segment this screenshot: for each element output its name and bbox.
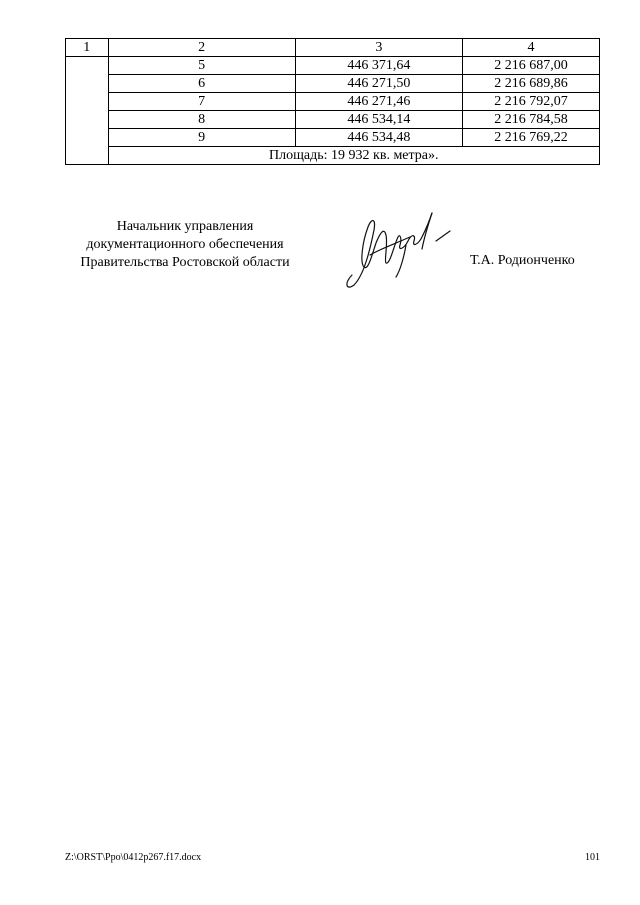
signatory-name: Т.А. Родионченко — [470, 253, 575, 268]
area-cell: Площадь: 19 932 кв. метра». — [108, 147, 599, 165]
header-cell: 2 — [108, 39, 295, 57]
x-coordinate-cell: 446 534,48 — [295, 129, 463, 147]
header-cell: 1 — [66, 39, 109, 57]
table-row — [66, 57, 600, 75]
table-header-row — [66, 39, 600, 57]
x-coordinate-cell: 446 534,14 — [295, 111, 463, 129]
handwritten-signature — [340, 205, 455, 295]
y-coordinate-cell: 2 216 687,00 — [463, 57, 600, 75]
x-coordinate-cell: 446 271,50 — [295, 75, 463, 93]
y-coordinate-cell: 2 216 784,58 — [463, 111, 600, 129]
y-coordinate-cell: 2 216 689,86 — [463, 75, 600, 93]
header-cell: 4 — [463, 39, 600, 57]
point-number-cell: 5 — [108, 57, 295, 75]
y-coordinate-cell: 2 216 792,07 — [463, 93, 600, 111]
signatory-title-line: Начальник управления — [116, 219, 254, 234]
table-row — [66, 93, 600, 111]
signatory-title-line: документационного обеспечения — [86, 237, 284, 252]
x-coordinate-cell: 446 271,46 — [295, 93, 463, 111]
point-number-cell: 8 — [108, 111, 295, 129]
page-number: 101 — [585, 852, 600, 863]
header-cell: 3 — [295, 39, 463, 57]
y-coordinate-cell: 2 216 769,22 — [463, 129, 600, 147]
area-row — [66, 147, 600, 165]
merged-empty-cell — [66, 57, 109, 165]
signatory-title — [60, 218, 310, 272]
coordinates-table — [65, 38, 600, 165]
file-path: Z:\ORST\Ppo\0412p267.f17.docx — [65, 852, 202, 863]
x-coordinate-cell: 446 371,64 — [295, 57, 463, 75]
table-row — [66, 111, 600, 129]
signatory-title-line: Правительства Ростовской области — [80, 255, 290, 270]
table-row — [66, 75, 600, 93]
point-number-cell: 6 — [108, 75, 295, 93]
table-row — [66, 129, 600, 147]
point-number-cell: 9 — [108, 129, 295, 147]
point-number-cell: 7 — [108, 93, 295, 111]
